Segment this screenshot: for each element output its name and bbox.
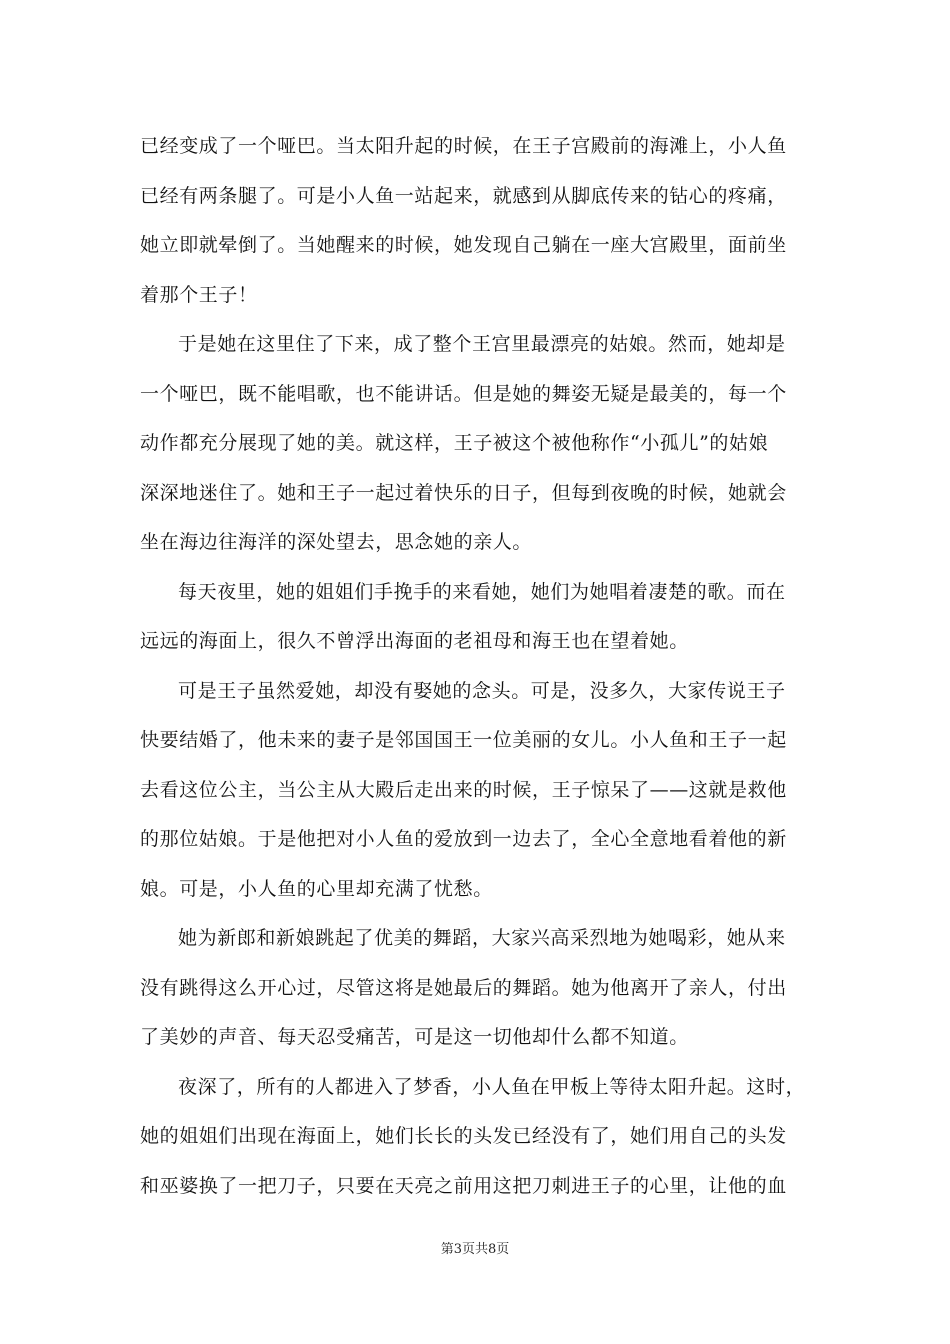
text-line: 远远的海面上，很久不曾浮出海面的老祖母和海王也在望着她。 [140,630,689,652]
text-line: 去看这位公主，当公主从大殿后走出来的时候，王子惊呆了——这就是救他 [140,778,787,801]
text-line: 快要结婚了，他未来的妻子是邻国国王一位美丽的女儿。小人鱼和王子一起 [140,729,787,751]
paragraph-1 [140,122,816,320]
text-line: 和巫婆换了一把刀子，只要在天亮之前用这把刀刺进王子的心里，让他的血 [140,1174,787,1197]
paragraph-2 [140,320,816,568]
text-line: 于是她在这里住了下来，成了整个王宫里最漂亮的姑娘。然而，她却是 [178,333,786,355]
paragraph-3 [140,568,816,667]
text-line: 每天夜里，她的姐姐们手挽手的来看她，她们为她唱着凄楚的歌。而在 [178,580,786,603]
text-line: 她立即就晕倒了。当她醒来的时候，她发现自己躺在一座大宫殿里，面前坐 [140,234,787,256]
text-line: 坐在海边往海洋的深处望去，思念她的亲人。 [140,531,533,553]
text-line: 已经变成了一个哑巴。当太阳升起的时候，在王子宫殿前的海滩上，小人鱼 [140,135,787,157]
text-line: 娘。可是，小人鱼的心里却充满了忧愁。 [140,877,493,900]
body-text [140,122,816,1211]
text-line: 动作都充分展现了她的美。就这样，王子被这个被他称作“小孤儿”的姑娘 [140,432,769,454]
text-line: 深深地迷住了。她和王子一起过着快乐的日子，但每到夜晚的时候，她就会 [140,481,787,504]
paragraph-5 [140,914,816,1063]
text-line: 已经有两条腿了。可是小人鱼一站起来，就感到从脚底传来的钻心的疼痛， [140,184,787,207]
text-line: 她为新郎和新娘跳起了优美的舞蹈，大家兴高采烈地为她喝彩，她从来 [178,927,786,949]
page-number-footer: 第3页共8页 [440,1242,510,1257]
text-line: 她的姐姐们出现在海面上，她们长长的头发已经没有了，她们用自己的头发 [140,1125,787,1147]
paragraph-4 [140,667,816,915]
text-line: 可是王子虽然爱她，却没有娶她的念头。可是，没多久，大家传说王子 [178,679,786,702]
text-line: 了美妙的声音、每天忍受痛苦，可是这一切他却什么都不知道。 [140,1026,689,1048]
text-line: 夜深了，所有的人都进入了梦香，小人鱼在甲板上等待太阳升起。这时， [178,1075,806,1098]
text-line: 一个哑巴，既不能唱歌，也不能讲话。但是她的舞姿无疑是最美的，每一个 [140,382,787,405]
text-line: 的那位姑娘。于是他把对小人鱼的爱放到一边去了，全心全意地看着他的新 [140,828,787,850]
text-line: 着那个王子！ [140,283,258,306]
paragraph-6 [140,1063,816,1212]
text-line: 没有跳得这么开心过，尽管这将是她最后的舞蹈。她为他离开了亲人，付出 [140,976,787,999]
